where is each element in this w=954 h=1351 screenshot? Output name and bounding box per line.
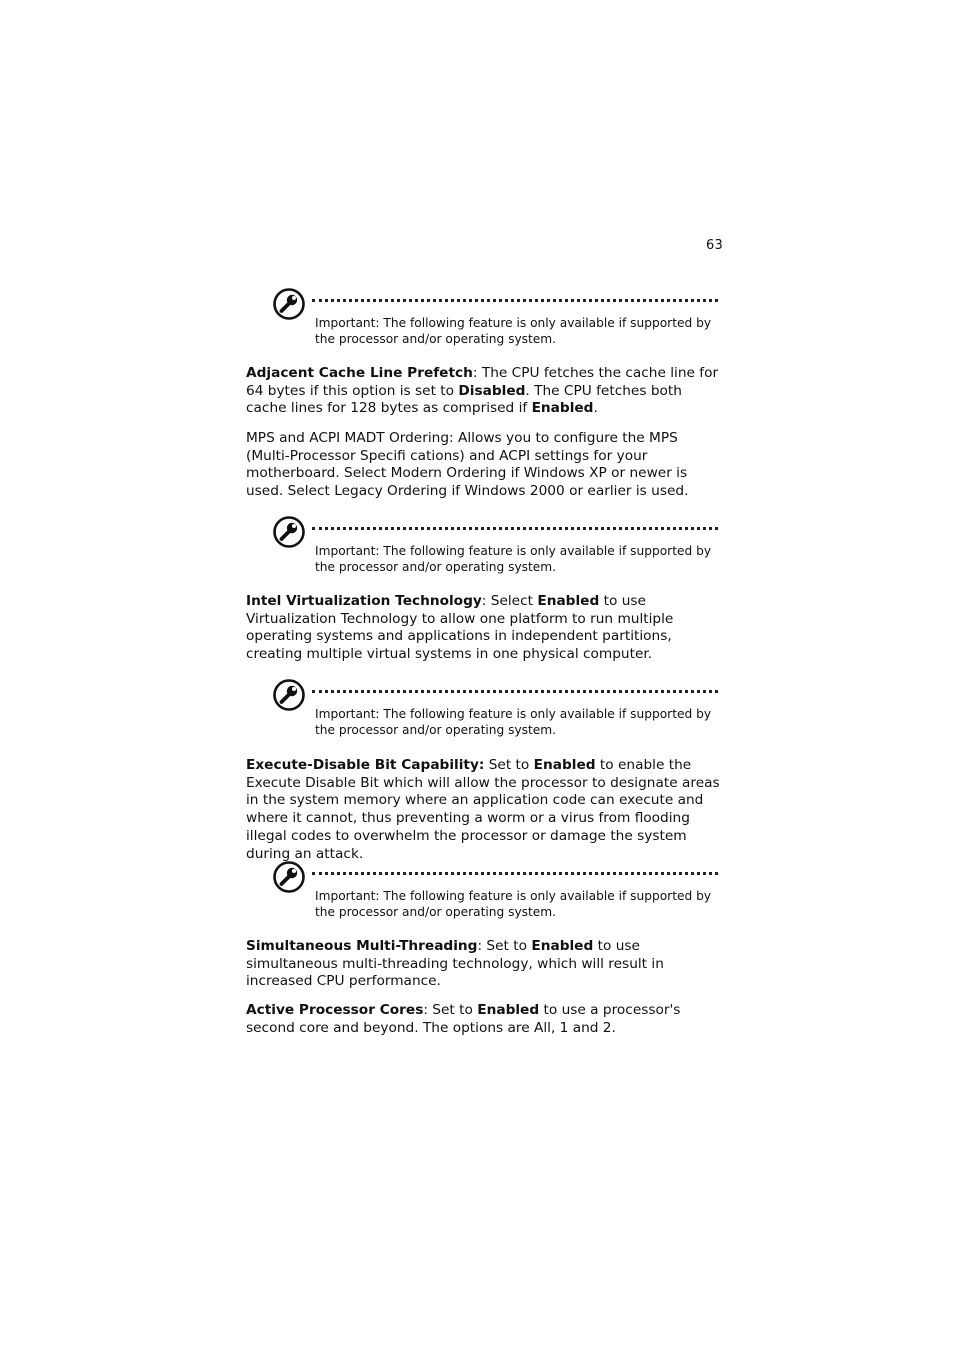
value-enabled: Enabled [537,593,600,609]
adjacent-cache-paragraph [246,365,722,418]
text-span: : Set to [423,1002,478,1018]
dotted-divider [312,690,718,693]
text-span: to use Virtualization Technology to allow one platform to run multiple operating systems and applications in independent partitions, creating multiple virtual systems in one physical computer. [246,593,674,663]
note-label: Important [315,707,376,721]
note-text [315,315,715,347]
text-span: Set to [484,757,534,773]
note-text [315,706,715,738]
term-execute-disable: Execute-Disable Bit Capability: [246,757,485,773]
term-virtualization: Intel Virtualization Technology [246,593,482,609]
mps-acpi-paragraph: MPS and ACPI MADT Ordering: Allows you to configure the MPS (Multi-Processor Specifi cations) and ACPI settings for your motherboard. Select Modern Ordering if Windows XP or newer is used. Select Legacy Ordering if Windows 2000 or earlier is used. [246,430,689,500]
text-span: to enable the Execute Disable Bit which will allow the processor to designate areas in the system memory where an application code can execute and where it cannot, thus preventing a worm or a virus from flooding illegal codes to overwhelm the processor or damage the system during an attack. [246,757,720,862]
note-text [315,543,715,575]
dotted-divider [312,299,718,302]
note-body: : The following feature is only available if supported by the processor and/or operating system. [315,316,712,346]
wrench-icon [272,860,306,894]
term-adjacent-cache: Adjacent Cache Line Prefetch [246,365,473,381]
note-body: : The following feature is only available if supported by the processor and/or operating system. [315,889,712,919]
active-cores-paragraph [246,1002,722,1037]
text-span: : Select [481,593,538,609]
page-number: 63 [706,238,723,253]
text-span: . [593,400,598,417]
text-span: : Set to [477,938,532,954]
note-label: Important [315,889,376,903]
note-label: Important [315,316,376,330]
important-note [272,860,722,924]
note-body: : The following feature is only available if supported by the processor and/or operating system. [315,707,712,737]
value-enabled: Enabled [531,400,594,417]
dotted-divider [312,527,718,530]
text-span: : The CPU fetches the cache line for 64 bytes if this option is set to [246,365,719,399]
execute-disable-paragraph [246,757,722,863]
dotted-divider [312,872,718,875]
text-span: to use a processor's second core and beyond. The options are All, 1 and 2. [246,1002,681,1036]
note-label: Important [315,544,376,558]
note-text [315,888,715,920]
smt-paragraph [246,938,722,991]
value-enabled: Enabled [531,938,594,954]
text-span: . The CPU fetches both cache lines for 128 bytes as comprised if [246,382,682,417]
wrench-icon [272,678,306,712]
note-body: : The following feature is only available if supported by the processor and/or operating system. [315,544,712,574]
term-smt: Simultaneous Multi-Threading [246,938,478,954]
text-span: to use simultaneous multi-threading technology, which will result in increased CPU performance. [246,938,664,990]
wrench-icon [272,515,306,549]
important-note [272,515,722,579]
value-disabled: Disabled [458,382,526,399]
term-active-cores: Active Processor Cores [246,1002,424,1018]
important-note [272,678,722,742]
important-note [272,287,722,351]
wrench-icon [272,287,306,321]
virtualization-paragraph [246,593,722,664]
value-enabled: Enabled [533,757,596,773]
value-enabled: Enabled [477,1002,540,1018]
